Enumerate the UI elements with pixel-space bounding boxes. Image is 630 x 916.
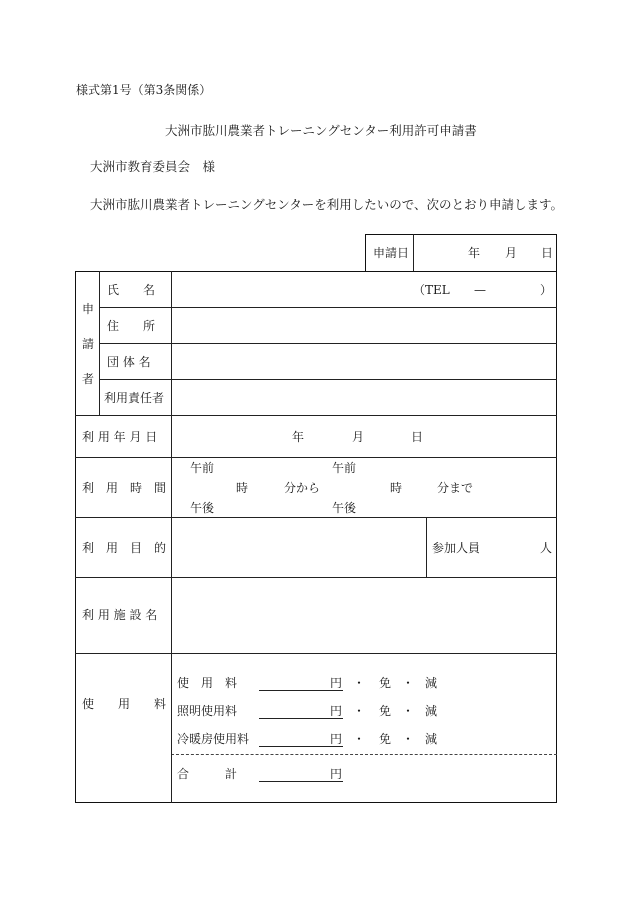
start-pm[interactable]: 午後 xyxy=(190,501,215,515)
participants-label: 参加人員 xyxy=(432,541,481,555)
start-am[interactable]: 午前 xyxy=(190,461,215,475)
usage-time-label: 利 用 時 間 xyxy=(82,481,167,495)
intro-text: 大洲市肱川農業者トレーニングセンターを利用したいので、次のとおり申請します。 xyxy=(90,197,564,212)
end-am[interactable]: 午前 xyxy=(332,461,357,475)
application-date-month[interactable]: 月 xyxy=(505,246,518,260)
fee-row-name: 冷暖房使用料 xyxy=(177,732,250,746)
fee-reduce[interactable]: 減 xyxy=(425,704,438,718)
fee-yen: 円 xyxy=(330,676,343,690)
fee-exempt[interactable]: 免 xyxy=(379,704,392,718)
organization-field[interactable] xyxy=(172,344,556,378)
fee-yen: 円 xyxy=(330,732,343,746)
fee-dot: ・ xyxy=(353,732,366,746)
fee-dot: ・ xyxy=(353,704,366,718)
fee-dot: ・ xyxy=(402,704,415,718)
fee-exempt[interactable]: 免 xyxy=(379,676,392,690)
end-pm[interactable]: 午後 xyxy=(332,501,357,515)
address-label: 住 所 xyxy=(107,319,156,333)
form-number: 様式第1号（第3条関係） xyxy=(76,83,212,97)
tel-open: （TEL xyxy=(413,283,450,297)
facility-label: 利 用 施 設 名 xyxy=(82,608,158,622)
address-field[interactable] xyxy=(172,308,556,342)
purpose-label: 利 用 目 的 xyxy=(82,541,167,555)
responsible-label: 利用責任者 xyxy=(104,391,165,405)
usage-date-day[interactable]: 日 xyxy=(411,430,424,444)
fee-dot: ・ xyxy=(402,676,415,690)
application-date-label: 申請日 xyxy=(373,246,410,260)
purpose-field[interactable] xyxy=(172,518,425,576)
end-hour[interactable]: 時 xyxy=(390,481,403,495)
tel-close: ） xyxy=(540,283,553,297)
applicant-label-2: 請 xyxy=(82,337,95,351)
application-date-day[interactable]: 日 xyxy=(541,246,554,260)
form-title: 大洲市肱川農業者トレーニングセンター利用許可申請書 xyxy=(165,123,477,138)
fee-exempt[interactable]: 免 xyxy=(379,732,392,746)
organization-label: 団 体 名 xyxy=(107,355,151,369)
application-date-year[interactable]: 年 xyxy=(468,246,481,260)
end-until[interactable]: 分まで xyxy=(437,481,474,495)
fee-amount-field[interactable] xyxy=(259,718,343,719)
applicant-label-3: 者 xyxy=(82,372,95,386)
fee-reduce[interactable]: 減 xyxy=(425,732,438,746)
fee-dot: ・ xyxy=(402,732,415,746)
fee-dot: ・ xyxy=(353,676,366,690)
total-yen: 円 xyxy=(330,767,343,781)
fee-amount-field[interactable] xyxy=(259,746,343,747)
fee-yen: 円 xyxy=(330,704,343,718)
addressee: 大洲市教育委員会 様 xyxy=(90,159,216,174)
tel-dash: — xyxy=(474,283,486,297)
usage-date-year[interactable]: 年 xyxy=(292,430,305,444)
usage-date-label: 利 用 年 月 日 xyxy=(82,430,158,444)
name-field[interactable] xyxy=(172,272,402,306)
fee-amount-field[interactable] xyxy=(259,690,343,691)
applicant-label-1: 申 xyxy=(82,302,95,316)
fee-reduce[interactable]: 減 xyxy=(425,676,438,690)
participants-unit[interactable]: 人 xyxy=(540,541,553,555)
fee-row-name: 照明使用料 xyxy=(177,704,238,718)
total-label: 合 計 xyxy=(177,767,238,781)
total-amount-field[interactable] xyxy=(259,781,343,782)
start-hour[interactable]: 時 xyxy=(236,481,249,495)
facility-field[interactable] xyxy=(172,578,556,652)
fees-label: 使 用 料 xyxy=(82,697,167,711)
fee-row-name: 使 用 料 xyxy=(177,676,238,690)
usage-date-month[interactable]: 月 xyxy=(352,430,365,444)
start-from[interactable]: 分から xyxy=(284,481,321,495)
name-label: 氏 名 xyxy=(107,283,156,297)
responsible-field[interactable] xyxy=(172,380,556,414)
